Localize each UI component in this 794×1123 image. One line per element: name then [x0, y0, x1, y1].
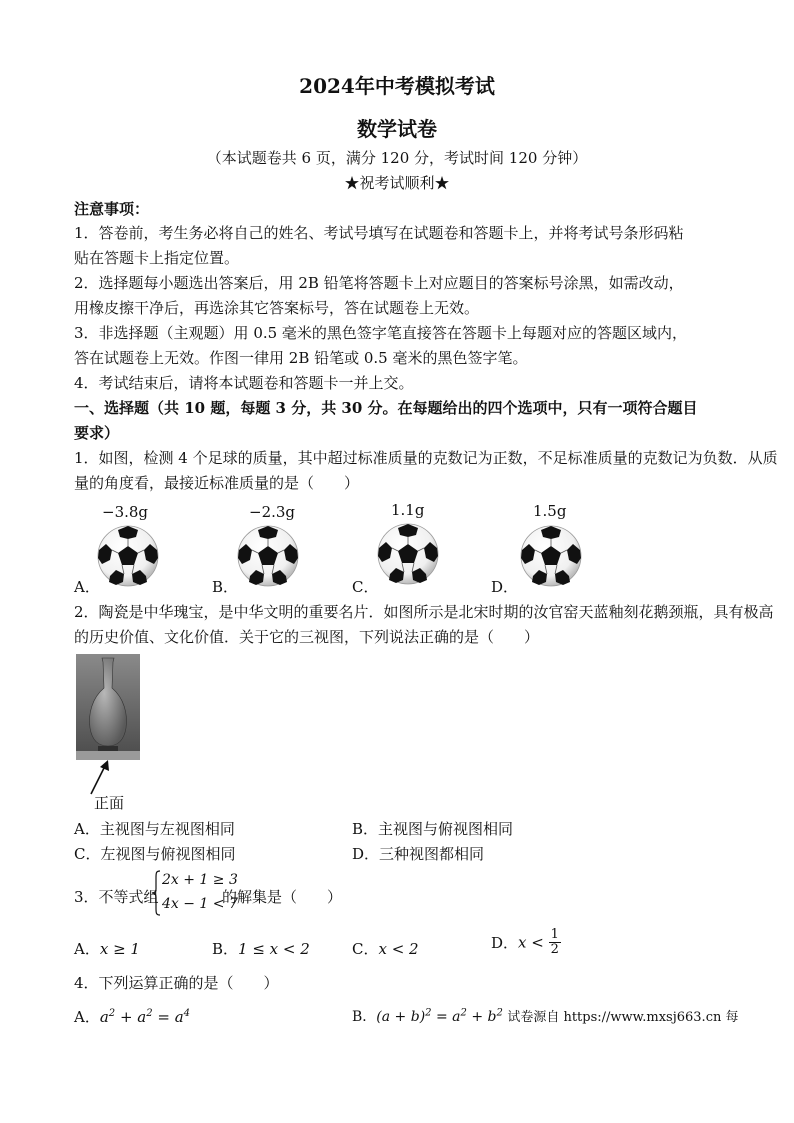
fraction-denominator: 2 — [550, 942, 559, 957]
q1-option-c[interactable]: C． — [352, 578, 379, 596]
q3-suffix: 的解集是（ ） — [222, 888, 343, 906]
exam-info: （本试题卷共 6 页，满分 120 分，考试时间 120 分钟） — [206, 149, 588, 167]
notes-heading: 注意事项： — [74, 200, 150, 218]
exam-wish: ★祝考试顺利★ — [344, 174, 450, 192]
q3-inequality-2: 4x − 1 < 7 — [162, 896, 238, 912]
q3-option-c-expr: x < 2 — [378, 940, 419, 958]
q2-stem-line1: 2．陶瓷是中华瑰宝，是中华文明的重要名片．如图所示是北宋时期的汝官窑天蓝釉刻花鹅颈瓶，具有极高 — [74, 603, 774, 621]
q1-stem-line2: 量的角度看，最接近标准质量的是（ ） — [74, 474, 360, 492]
q1-option-a[interactable]: A． — [74, 578, 100, 596]
q4-option-a-letter: A． — [74, 1008, 100, 1026]
q3-option-a-expr: x ≥ 1 — [99, 940, 140, 958]
section-heading-line1: 一、选择题（共 10 题，每题 3 分，共 30 分。在每题给出的四个选项中，只有一项符合题目 — [74, 399, 698, 417]
note-3b: 答在试题卷上无效。作图一律用 2B 铅笔或 0.5 毫米的黑色签字笔。 — [74, 349, 528, 367]
soccer-ball-a-icon — [96, 524, 160, 588]
q2-option-b[interactable]: B．主视图与俯视图相同 — [352, 820, 514, 838]
q3-option-c-letter: C． — [352, 940, 379, 958]
q3-option-d-expr: x < — [518, 933, 544, 952]
q1-mass-d: 1.5g — [533, 502, 567, 520]
q3-option-d-fraction — [549, 928, 561, 957]
q4-option-a[interactable] — [74, 1006, 190, 1027]
q3-option-d-letter: D． — [491, 934, 519, 952]
source-watermark: 试卷源自 https://www.mxsj663.cn 每 — [507, 1010, 739, 1025]
left-brace-icon — [151, 870, 161, 916]
q3-option-b-expr: 1 ≤ x < 2 — [238, 940, 310, 958]
q1-mass-c: 1.1g — [391, 501, 425, 519]
note-1b: 贴在答题卡上指定位置。 — [74, 249, 240, 267]
q4-option-b-letter: B． — [352, 1009, 377, 1025]
q1-option-b[interactable]: B． — [212, 578, 239, 596]
q3-option-b-letter: B． — [212, 940, 239, 958]
soccer-ball-d-icon — [519, 524, 583, 588]
q4-option-a-expr: $a^2 + a^2 = a^4$ — [99, 1008, 191, 1026]
q1-stem-line1: 1．如图，检测 4 个足球的质量，其中超过标准质量的克数记为正数，不足标准质量的克数记为负数．从质 — [74, 449, 778, 467]
q4-option-b[interactable] — [352, 1006, 738, 1026]
q4-stem: 4．下列运算正确的是（ ） — [74, 974, 279, 992]
note-4: 4．考试结束后，请将本试题卷和答题卡一并上交。 — [74, 374, 414, 392]
exam-subtitle: 数学试卷 — [357, 117, 437, 141]
q3-inequality-1: 2x + 1 ≥ 3 — [162, 872, 238, 888]
note-2a: 2．选择题每小题选出答案后，用 2B 铅笔将答题卡上对应题目的答案标号涂黑，如需改动， — [74, 274, 684, 292]
q2-option-c[interactable]: C．左视图与俯视图相同 — [74, 845, 236, 863]
arrow-icon — [86, 760, 112, 796]
front-label: 正面 — [94, 794, 125, 812]
q1-mass-a: −3.8g — [102, 503, 149, 521]
soccer-ball-c-icon — [376, 522, 440, 586]
fraction-numerator: 1 — [550, 927, 559, 942]
section-heading-line2: 要求） — [74, 424, 120, 442]
q4-option-b-expr: $(a + b)^2 = a^2 + b^2$ — [376, 1007, 503, 1025]
exam-title: 2024年中考模拟考试 — [299, 74, 495, 98]
note-1a: 1．答卷前，考生务必将自己的姓名、考试号填写在试题卷和答题卡上，并将考试号条形码粘 — [74, 224, 684, 242]
q3-option-a[interactable] — [74, 938, 140, 959]
q3-option-b[interactable] — [212, 938, 310, 959]
q3-option-a-letter: A． — [74, 940, 100, 958]
q3-option-c[interactable] — [352, 938, 419, 959]
note-3a: 3．非选择题（主观题）用 0.5 毫米的黑色签字笔直接答在答题卡上每题对应的答题区域内， — [74, 324, 687, 342]
soccer-ball-b-icon — [236, 524, 300, 588]
q2-option-a[interactable]: A．主视图与左视图相同 — [74, 820, 235, 838]
q3-prefix: 3．不等式组 — [74, 888, 159, 906]
q2-option-d[interactable]: D．三种视图都相同 — [352, 845, 485, 863]
note-2b: 用橡皮擦干净后，再选涂其它答案标号，答在试题卷上无效。 — [74, 299, 480, 317]
q3-option-d[interactable] — [491, 928, 561, 957]
q2-stem-line2: 的历史价值、文化价值．关于它的三视图，下列说法正确的是（ ） — [74, 628, 540, 646]
q1-option-d[interactable]: D． — [491, 578, 519, 596]
q1-mass-b: −2.3g — [249, 503, 296, 521]
vase-photo — [76, 654, 140, 760]
